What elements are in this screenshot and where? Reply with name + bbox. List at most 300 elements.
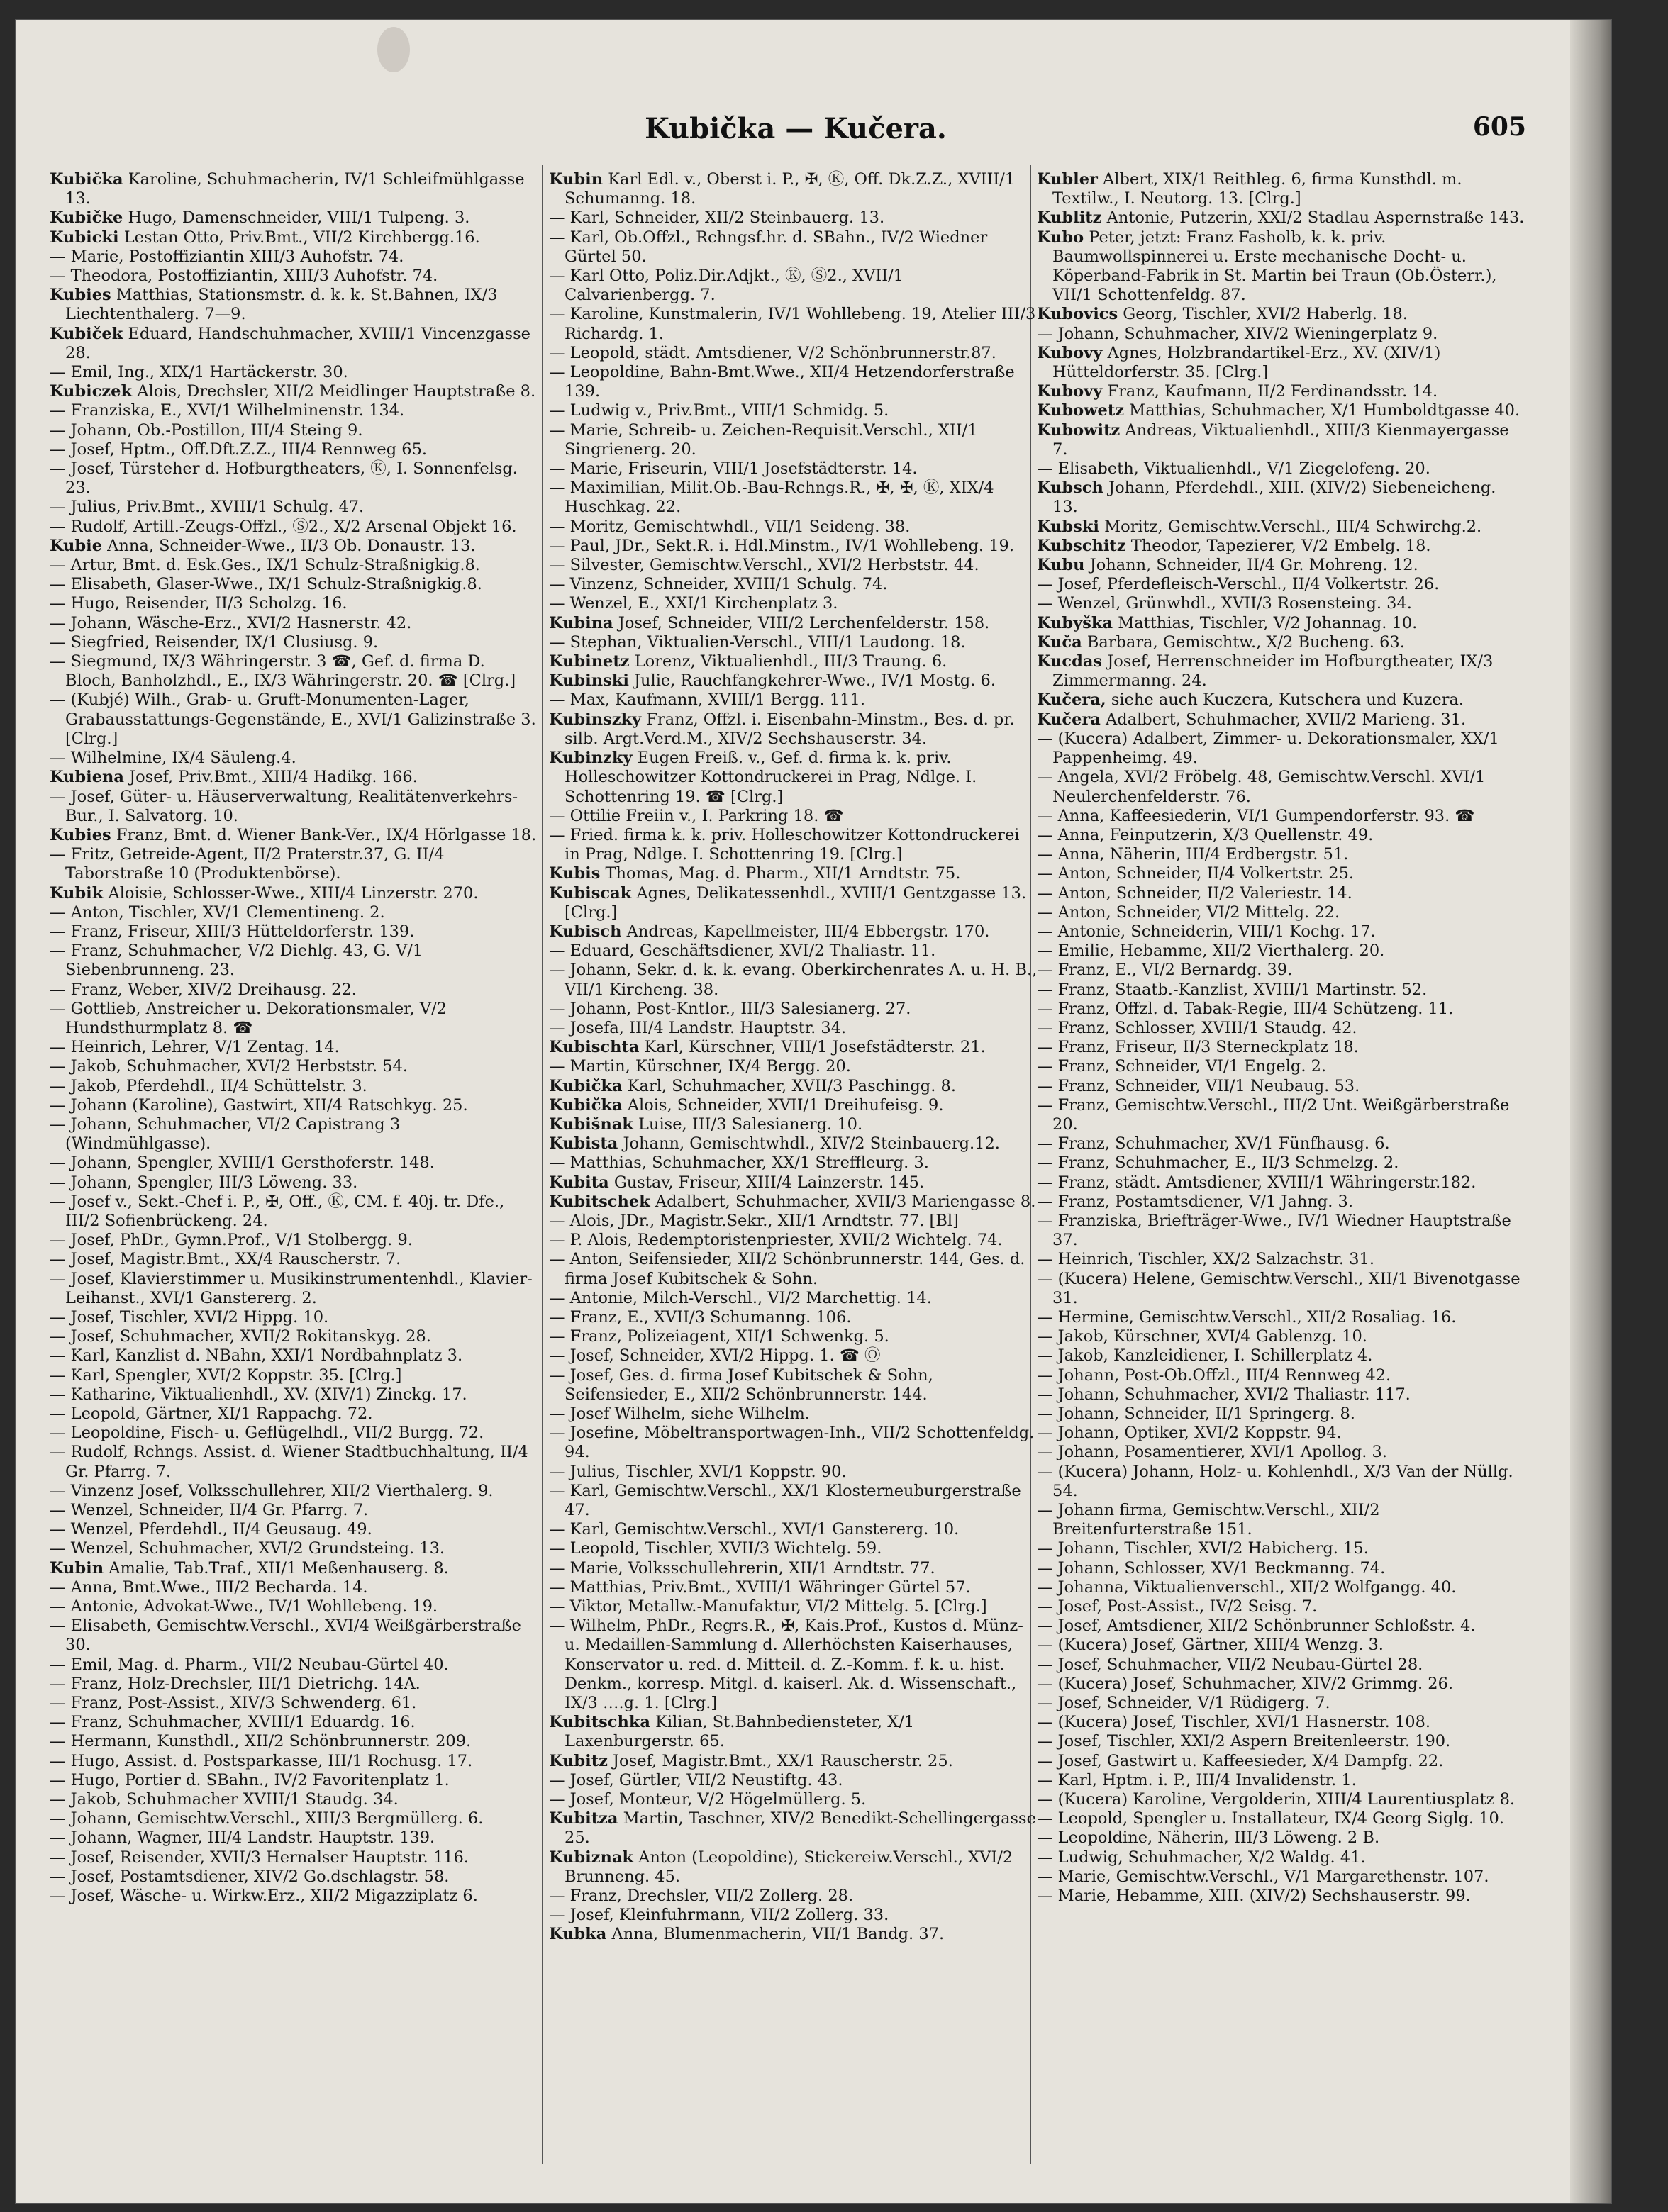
entry-details: — Josef, Monteur, V/2 Högelmüllerg. 5. [549, 1790, 867, 1809]
directory-entry [549, 1520, 1038, 1539]
directory-entry [50, 575, 539, 594]
entry-details: — Johann, Posamentierer, XVI/1 Apollog. 3. [1037, 1443, 1388, 1462]
entry-details: — Josef, Tischler, XXI/2 Aspern Breitenleerstr. 190. [1037, 1732, 1451, 1751]
entry-details: — Karl, Spengler, XVI/2 Koppstr. 35. [Clrg.] [50, 1365, 402, 1385]
directory-entry [50, 498, 539, 517]
entry-details: — Johann, Ob.-Postillon, III/4 Steing 9. [50, 420, 363, 440]
directory-entry [50, 267, 539, 286]
entry-details: — Karl, Kanzlist d. NBahn, XXI/1 Nordbahnplatz 3. [50, 1346, 463, 1365]
directory-entry [1037, 1038, 1526, 1057]
directory-entry [50, 594, 539, 613]
directory-entry [50, 1308, 539, 1327]
directory-entry [50, 1887, 539, 1906]
entry-details: — Antonie, Advokat-Wwe., IV/1 Wohllebeng. 19. [50, 1597, 438, 1616]
directory-entry [1037, 170, 1526, 208]
entry-details: — Wenzel, Grünwhdl., XVII/3 Rosensteing. 34. [1037, 594, 1412, 613]
directory-entry [1037, 1346, 1526, 1365]
entry-details: — Franz, Offzl. d. Tabak-Regie, III/4 Schützeng. 11. [1037, 999, 1454, 1018]
entry-details: — Leopoldine, Fisch- u. Geflügelhdl., VII/2 Burgg. 72. [50, 1424, 484, 1443]
directory-entry [50, 749, 539, 768]
entry-details: — Franz, E., XVII/3 Schumanng. 106. [549, 1307, 852, 1326]
entry-details: — Marie, Schreib- u. Zeichen-Requisit.Verschl., XII/1 Singrienerg. 20. [549, 420, 978, 459]
directory-entry [1037, 1270, 1526, 1308]
directory-entry [549, 575, 1038, 594]
directory-entry [50, 1848, 539, 1867]
entry-details: Josef, Magistr.Bmt., XX/1 Rauscherstr. 25. [607, 1751, 953, 1770]
entry-details: — Marie, Hebamme, XIII. (XIV/2) Sechshauserstr. 99. [1037, 1887, 1471, 1906]
entry-details: — (Kucera) Josef, Gärtner, XIII/4 Wenzg. 3. [1037, 1636, 1384, 1655]
entry-details: Martin, Taschner, XIV/2 Benedikt-Schellingergasse 25. [565, 1809, 1036, 1848]
directory-entry [50, 363, 539, 382]
directory-entry [1037, 1057, 1526, 1076]
entry-details: — Katharine, Viktualienhdl., XV. (XIV/1) Zinckg. 17. [50, 1385, 467, 1404]
entry-details: — P. Alois, Redemptoristenpriester, XVII/2 Wichtelg. 74. [549, 1231, 1003, 1250]
entry-details: Lorenz, Viktualienhdl., III/3 Traung. 6. [629, 652, 947, 671]
entry-details: — Jakob, Pferdehdl., II/4 Schüttelstr. 3. [50, 1076, 367, 1095]
directory-entry [50, 1096, 539, 1115]
directory-entry [50, 903, 539, 922]
directory-entry [1037, 1443, 1526, 1462]
entry-details: — Emilie, Hebamme, XII/2 Vierthalerg. 20. [1037, 942, 1385, 961]
directory-entry [50, 1424, 539, 1443]
directory-entry [549, 1212, 1038, 1231]
directory-entry [1037, 1366, 1526, 1385]
directory-entry [549, 208, 1038, 228]
entry-details: — Josef, Post-Assist., IV/2 Seisg. 7. [1037, 1597, 1318, 1616]
directory-entry [50, 788, 539, 826]
entry-details: — Hugo, Assist. d. Postsparkasse, III/1 Rochusg. 17. [50, 1751, 473, 1770]
entry-details: — Josef, Magistr.Bmt., XX/4 Rauscherstr. 7. [50, 1250, 401, 1269]
directory-entry [50, 1616, 539, 1655]
entry-details: — Franz, Schuhmacher, XVIII/1 Eduardg. 16. [50, 1713, 416, 1732]
entry-details: — Rudolf, Rchngs. Assist. d. Wiener Stadtbuchhaltung, II/4 Gr. Pfarrg. 7. [50, 1443, 528, 1481]
directory-entry [50, 1346, 539, 1365]
entry-details: — Karl, Schneider, XII/2 Steinbauerg. 13. [549, 208, 885, 228]
entry-details: — (Kucera) Johann, Holz- u. Kohlenhdl., X/3 Van der Nüllg. 54. [1037, 1462, 1513, 1500]
entry-surname: Kubiscak [549, 883, 632, 903]
directory-entry [1037, 1790, 1526, 1809]
directory-entry [549, 1790, 1038, 1809]
entry-surname: Kubovics [1037, 305, 1118, 324]
entry-details: — Viktor, Metallw.-Manufaktur, VI/2 Mittelg. 5. [Clrg.] [549, 1597, 987, 1616]
directory-entry [50, 1231, 539, 1250]
directory-entry [50, 1675, 539, 1694]
directory-entry [549, 652, 1038, 671]
directory-entry [50, 1192, 539, 1231]
entry-details: — Franz, Drechsler, VII/2 Zollerg. 28. [549, 1887, 854, 1906]
entry-details: — Johann, Post-Ob.Offzl., III/4 Rennweg 42. [1037, 1365, 1391, 1385]
entry-details: Anna, Schneider-Wwe., II/3 Ob. Donaustr. 13. [102, 536, 476, 555]
directory-entry [549, 1346, 1038, 1365]
entry-surname: Kublitz [1037, 208, 1102, 228]
entry-details: Andreas, Kapellmeister, III/4 Ebbergstr. 170. [621, 922, 990, 941]
directory-entry [549, 922, 1038, 942]
directory-entry [50, 981, 539, 1000]
entry-details: — Anton, Seifensieder, XII/2 Schönbrunnerstr. 144, Ges. d. ﬁrma Josef Kubitschek & Sohn. [549, 1250, 1025, 1288]
directory-entry [50, 691, 539, 749]
directory-entry [50, 1404, 539, 1424]
entry-details: — (Kubjé) Wilh., Grab- u. Gruft-Monumenten-Lager, Grabausstattungs-Gegenstände, E., XVI/1 Galizinstraße 3. [Clrg.] [50, 691, 536, 748]
directory-entry [50, 228, 539, 247]
entry-details: — Marie, Postoffiziantin XIII/3 Auhofstr. 74. [50, 247, 404, 266]
directory-entry [1037, 1732, 1526, 1751]
directory-entry [549, 710, 1038, 749]
entry-details: — Heinrich, Lehrer, V/1 Zentag. 14. [50, 1038, 340, 1057]
directory-entry [50, 1366, 539, 1385]
entry-details: Karl Edl. v., Oberst i. P., ✠, Ⓚ, Off. Dk.Z.Z., XVIII/1 Schumanng. 18. [565, 170, 1016, 208]
directory-entry [50, 1057, 539, 1076]
entry-details: — Josef, Reisender, XVII/3 Hernalser Hauptstr. 116. [50, 1848, 469, 1867]
directory-entry [50, 1771, 539, 1790]
directory-entry [50, 614, 539, 633]
entry-details: — Stephan, Viktualien-Verschl., VIII/1 Laudong. 18. [549, 632, 966, 652]
directory-entry [549, 1539, 1038, 1558]
entry-details: — (Kucera) Karoline, Vergolderin, XIII/4 Laurentiusplatz 8. [1037, 1790, 1516, 1809]
entry-details: — Karl Otto, Poliz.Dir.Adjkt., Ⓚ, Ⓢ2., XVII/1 Calvarienbergg. 7. [549, 267, 903, 305]
entry-details: — Franz, Friseur, II/3 Sterneckplatz 18. [1037, 1038, 1359, 1057]
entry-details: — Julius, Tischler, XVI/1 Koppstr. 90. [549, 1462, 847, 1481]
entry-details: — Josef, Hptm., Off.Dft.Z.Z., III/4 Rennweg 65. [50, 440, 428, 459]
directory-entry [50, 1694, 539, 1713]
entry-details: — Anton, Schneider, VI/2 Mittelg. 22. [1037, 903, 1340, 922]
entry-surname: Kubitz [549, 1751, 608, 1770]
directory-page [16, 20, 1611, 2203]
entry-details: — Franz, Post-Assist., XIV/3 Schwenderg. 61. [50, 1694, 417, 1713]
directory-entry [549, 1250, 1038, 1288]
directory-entry [549, 1366, 1038, 1404]
directory-entry [549, 363, 1038, 401]
directory-entry [50, 884, 539, 903]
directory-entry [1037, 1134, 1526, 1154]
directory-entry [50, 325, 539, 363]
directory-entry [1037, 981, 1526, 1000]
entry-details: — Anton, Schneider, II/2 Valeriestr. 14. [1037, 883, 1352, 903]
directory-entry [1037, 1713, 1526, 1732]
entry-details: — Johann, Optiker, XVI/2 Koppstr. 94. [1037, 1424, 1342, 1443]
entry-details: — Johann (Karoline), Gastwirt, XII/4 Ratschkyg. 25. [50, 1095, 468, 1115]
directory-entry [549, 1173, 1038, 1192]
directory-entry [50, 1597, 539, 1616]
directory-entry [549, 1616, 1038, 1713]
entry-details: Anton (Leopoldine), Stickereiw.Verschl., XVI/2 Brunneng. 45. [565, 1848, 1013, 1886]
directory-entry [1037, 594, 1526, 613]
directory-entry [50, 440, 539, 459]
entry-details: — Josef, Klavierstimmer u. Musikinstrumentenhdl., Klavier-Leihanst., XVI/1 Ganstererg. 2. [50, 1269, 533, 1307]
directory-entry [549, 556, 1038, 575]
directory-entry [549, 1463, 1038, 1482]
directory-entry [549, 1752, 1038, 1771]
entry-details: — Martin, Kürschner, IX/4 Bergg. 20. [549, 1057, 851, 1076]
directory-entry [1037, 325, 1526, 344]
directory-entry [549, 1134, 1038, 1154]
entry-details: — Johann, Tischler, XVI/2 Habicherg. 15. [1037, 1539, 1369, 1558]
entry-details: — Franz, Weber, XIV/2 Dreihausg. 22. [50, 980, 357, 999]
directory-entry [549, 479, 1038, 517]
entry-surname: Kubička [549, 1076, 623, 1095]
entry-details: — Josefine, Möbeltransportwagen-Inh., VII/2 Schottenfeldg. 94. [549, 1424, 1035, 1462]
directory-entry [1037, 1752, 1526, 1771]
directory-entry [549, 1019, 1038, 1038]
entry-details: — Siegmund, IX/3 Währingerstr. 3 ☎, Gef. d. ﬁrma D. Bloch, Banholzhdl., E., IX/3 Währingerstr. 20. ☎ [Clrg.] [50, 652, 516, 691]
entry-details: — Fried. ﬁrma k. k. priv. Holleschowitzer Kottondruckerei in Prag, Ndlge. I. Schottenring 19. [Clrg.] [549, 825, 1020, 864]
entry-details: — Johann, Wagner, III/4 Landstr. Hauptstr. 139. [50, 1828, 435, 1848]
directory-entry [549, 421, 1038, 459]
entry-details: — Josef, Gürtler, VII/2 Neustiftg. 43. [549, 1770, 843, 1789]
directory-entry [50, 1250, 539, 1269]
entry-details: — Ottilie Freiin v., I. Parkring 18. ☎ [549, 806, 844, 825]
directory-entry [50, 170, 539, 208]
directory-entry [549, 1906, 1038, 1925]
directory-entry [1037, 633, 1526, 652]
directory-entry [1037, 1463, 1526, 1501]
directory-entry [1037, 228, 1526, 306]
entry-details: Johann, Schneider, II/4 Gr. Mohreng. 12. [1084, 556, 1418, 575]
entry-details: — (Kucera) Josef, Tischler, XVI/1 Hasnerstr. 108. [1037, 1713, 1431, 1732]
directory-entry [50, 1327, 539, 1346]
entry-details: Alois, Schneider, XVII/1 Dreihufeisg. 9. [622, 1095, 944, 1115]
entry-details: — Jakob, Kanzleidiener, I. Schillerplatz 4. [1037, 1346, 1373, 1365]
entry-details: — Hermine, Gemischtw.Verschl., XII/2 Rosaliag. 16. [1037, 1307, 1457, 1326]
directory-entry [549, 1809, 1038, 1848]
entry-details: — Vinzenz Josef, Volksschullehrer, XII/2 Vierthalerg. 9. [50, 1481, 494, 1500]
entry-surname: Kubita [549, 1173, 609, 1192]
entry-details: — Karl, Gemischtw.Verschl., XVI/1 Ganstererg. 10. [549, 1520, 960, 1539]
entry-details: — Karl, Ob.Offzl., Rchngsf.hr. d. SBahn., IV/2 Wiedner Gürtel 50. [549, 228, 988, 266]
entry-surname: Kubitschka [549, 1713, 650, 1732]
entry-details: Agnes, Delikatessenhdl., XVIII/1 Gentzgasse 13. [Clrg.] [565, 883, 1027, 922]
column-3 [1037, 170, 1526, 1906]
entry-details: — Antonie, Milch-Verschl., VI/2 Marchettig. 14. [549, 1288, 932, 1307]
entry-details: — Josef, Gastwirt u. Kaffeesieder, X/4 Dampfg. 22. [1037, 1751, 1444, 1770]
entry-details: — Franz, Polizeiagent, XII/1 Schwenkg. 5. [549, 1327, 889, 1346]
directory-entry [1037, 1250, 1526, 1269]
entry-details: — Josef, Türsteher d. Hofburgtheaters, Ⓚ, I. Sonnenfelsg. 23. [50, 459, 518, 498]
entry-details: Anna, Blumenmacherin, VII/1 Bandg. 37. [606, 1925, 945, 1944]
entry-details: — Josef, Postamtsdiener, XIV/2 Go.dschlagstr. 58. [50, 1867, 450, 1886]
directory-entry [549, 267, 1038, 305]
directory-entry [549, 1597, 1038, 1616]
entry-surname: Kubinszky [549, 710, 642, 729]
entry-details: — Josef v., Sekt.-Chef i. P., ✠, Off., Ⓚ, CM. f. 40j. tr. Dfe., III/2 Sofienbrückeng. 24. [50, 1192, 505, 1230]
entry-details: — Franz, Postamtsdiener, V/1 Jahng. 3. [1037, 1192, 1353, 1211]
entry-details: — Franz, Schneider, VII/1 Neubaug. 53. [1037, 1076, 1360, 1095]
directory-entry [549, 228, 1038, 267]
page-header [16, 112, 1576, 155]
column-2 [549, 170, 1038, 1945]
entry-surname: Kubler [1037, 170, 1098, 189]
directory-entry [549, 1713, 1038, 1751]
entry-details: — (Kucera) Adalbert, Zimmer- u. Dekorationsmaler, XX/1 Pappenheimg. 49. [1037, 729, 1499, 768]
directory-entry [549, 1154, 1038, 1173]
directory-entry [1037, 1096, 1526, 1134]
entry-details: — Franz, Schlosser, XVIII/1 Staudg. 42. [1037, 1018, 1357, 1037]
entry-details: — Leopoldine, Näherin, III/3 Löweng. 2 B. [1037, 1828, 1380, 1848]
directory-entry [549, 537, 1038, 556]
directory-entry [50, 1559, 539, 1578]
directory-entry [50, 537, 539, 556]
entry-details: — Franz, Schuhmacher, XV/1 Fünfhausg. 6. [1037, 1134, 1390, 1154]
directory-entry [549, 1077, 1038, 1096]
directory-entry [1037, 1539, 1526, 1558]
entry-surname: Kubitschek [549, 1192, 650, 1211]
directory-entry [549, 1308, 1038, 1327]
entry-details: — Josef, Güter- u. Häuserverwaltung, Realitätenverkehrs-Bur., I. Salvatorg. 10. [50, 787, 518, 825]
directory-entry [50, 1752, 539, 1771]
directory-entry [1037, 1308, 1526, 1327]
entry-details: — Josef, Schuhmacher, VII/2 Neubau-Gürtel 28. [1037, 1655, 1423, 1674]
directory-entry [1037, 768, 1526, 806]
directory-entry [1037, 710, 1526, 730]
entry-details: Hugo, Damenschneider, VIII/1 Tulpeng. 3. [123, 208, 470, 228]
entry-details: — Wenzel, Schuhmacher, XVI/2 Grundsteing. 13. [50, 1539, 445, 1558]
entry-surname: Kubinzky [549, 749, 633, 768]
directory-entry [1037, 459, 1526, 479]
directory-entry [1037, 1848, 1526, 1867]
directory-entry [549, 1289, 1038, 1308]
entry-details: — Marie, Gemischtw.Verschl., V/1 Margarethenstr. 107. [1037, 1867, 1489, 1886]
directory-entry [1037, 1694, 1526, 1713]
directory-entry [50, 1578, 539, 1597]
entry-details: — Josef, Tischler, XVI/2 Hippg. 10. [50, 1307, 329, 1326]
entry-details: — Franziska, Briefträger-Wwe., IV/1 Wiedner Hauptstraße 37. [1037, 1211, 1511, 1250]
directory-entry [1037, 1173, 1526, 1192]
directory-entry [549, 1578, 1038, 1597]
directory-entry [1037, 1809, 1526, 1828]
directory-entry [1037, 556, 1526, 575]
directory-entry [1037, 1771, 1526, 1790]
entry-details: — Franz, Gemischtw.Verschl., III/2 Unt. Weißgärberstraße 20. [1037, 1095, 1510, 1134]
directory-entry [549, 807, 1038, 826]
entry-details: — Alois, JDr., Magistr.Sekr., XII/1 Arndtstr. 77. [Bl] [549, 1211, 959, 1230]
entry-details: — Johann, Wäsche-Erz., XVI/2 Hasnerstr. 42. [50, 613, 412, 632]
entry-details: — Julius, Priv.Bmt., XVIII/1 Schulg. 47. [50, 498, 365, 517]
entry-surname: Kubschitz [1037, 536, 1126, 555]
directory-entry [50, 1867, 539, 1887]
directory-entry [50, 382, 539, 401]
entry-details: — Anton, Schneider, II/4 Volkertstr. 25. [1037, 864, 1355, 883]
entry-details: — Emil, Mag. d. Pharm., VII/2 Neubau-Gürtel 40. [50, 1655, 449, 1674]
entry-details: — Josef, Pferdefleisch-Verschl., II/4 Volkertstr. 26. [1037, 575, 1440, 594]
entry-surname: Kubies [50, 825, 111, 844]
entry-details: — Johann, Sekr. d. k. k. evang. Oberkirchenrates A. u. H. B., VII/1 Kircheng. 38. [549, 961, 1038, 999]
entry-details: — Josef, Schuhmacher, XVII/2 Rokitanskyg. 28. [50, 1327, 431, 1346]
entry-details: — Jakob, Schuhmacher XVIII/1 Staudg. 34. [50, 1790, 399, 1809]
directory-entry [1037, 344, 1526, 382]
directory-entry [1037, 1154, 1526, 1173]
directory-entry [1037, 1212, 1526, 1250]
directory-entry [549, 1771, 1038, 1790]
directory-entry [549, 1000, 1038, 1019]
directory-entry [50, 1790, 539, 1809]
entry-details: — Johann, Schuhmacher, VI/2 Capistrang 3 (Windmühlgasse). [50, 1115, 401, 1154]
directory-entry [549, 749, 1038, 807]
directory-entry [1037, 845, 1526, 864]
directory-entry [50, 826, 539, 845]
directory-entry [50, 459, 539, 498]
entry-details: — Hugo, Reisender, II/3 Scholzg. 16. [50, 594, 348, 613]
entry-details: Antonie, Putzerin, XXI/2 Stadlau Aspernstraße 143. [1101, 208, 1525, 228]
directory-entry [1037, 1655, 1526, 1675]
directory-entry [549, 942, 1038, 961]
entry-details: — Franz, Staatb.-Kanzlist, XVIII/1 Martinstr. 52. [1037, 980, 1428, 999]
directory-entry [1037, 575, 1526, 594]
entry-details: Adalbert, Schuhmacher, XVII/2 Marieng. 31. [1100, 710, 1467, 729]
entry-details: — Hermann, Kunsthdl., XII/2 Schönbrunnerstr. 209. [50, 1732, 472, 1751]
entry-surname: Kubie [50, 536, 103, 555]
entry-details: — Silvester, Gemischtw.Verschl., XVI/2 Herbststr. 44. [549, 556, 979, 575]
directory-entry [50, 1828, 539, 1848]
directory-entry [50, 768, 539, 787]
entry-details: — Fritz, Getreide-Agent, II/2 Praterstr.37, G. II/4 Taborstraße 10 (Produktenbörse). [50, 845, 445, 883]
directory-entry [549, 518, 1038, 537]
entry-surname: Kubsch [1037, 479, 1103, 498]
entry-details: Amalie, Tab.Traf., XII/1 Meßenhauserg. 8. [104, 1558, 449, 1577]
entry-details: — Jakob, Kürschner, XVI/4 Gablenzg. 10. [1037, 1327, 1367, 1346]
entry-surname: Kubina [549, 613, 613, 632]
entry-details: — Leopold, Gärtner, XI/1 Rappachg. 72. [50, 1404, 373, 1423]
directory-entry [1037, 1077, 1526, 1096]
entry-details: — Marie, Friseurin, VIII/1 Josefstädterstr. 14. [549, 459, 918, 479]
directory-entry [1037, 537, 1526, 556]
page-edge-shadow [1570, 20, 1611, 2203]
entry-details: Josef, Herrenschneider im Hofburgtheater, IX/3 Zimmermanng. 24. [1052, 652, 1494, 691]
directory-entry [549, 1192, 1038, 1212]
entry-details: — Johann, Schuhmacher, XIV/2 Wieningerplatz 9. [1037, 324, 1438, 343]
directory-entry [50, 652, 539, 691]
entry-details: Julie, Rauchfangkehrer-Wwe., IV/1 Mostg. 6. [628, 671, 996, 691]
entry-surname: Kubička [50, 170, 123, 189]
entry-surname: Kubu [1037, 556, 1085, 575]
entry-surname: Kučera [1037, 710, 1101, 729]
entry-surname: Kubiczek [50, 382, 133, 401]
entry-details: Peter, jetzt: Franz Fasholb, k. k. priv. Baumwollspinnerei u. Erste mechanische Docht- u. Köperband-Fabrik in St. Martin bei Traun (Ob.Österr.), VII/1 Schottenfeldg. 87. [1052, 228, 1497, 305]
entry-details: Gustav, Friseur, XIII/4 Lainzerstr. 145. [608, 1173, 925, 1192]
entry-details: — Leopoldine, Bahn-Bmt.Wwe., XII/4 Hetzendorferstraße 139. [549, 363, 1015, 401]
directory-entry [1037, 1424, 1526, 1443]
directory-entry [549, 1096, 1038, 1115]
directory-entry [1037, 1000, 1526, 1019]
directory-entry [50, 1539, 539, 1558]
entry-surname: Kubička [549, 1095, 623, 1115]
directory-entry [549, 1482, 1038, 1520]
directory-entry [50, 1482, 539, 1501]
entry-details: — Paul, JDr., Sekt.R. i. Hdl.Minstm., IV/1 Wohllebeng. 19. [549, 536, 1014, 555]
entry-details: Johann, Pferdehdl., XIII. (XIV/2) Siebeneicheng. 13. [1052, 479, 1496, 517]
directory-entry [50, 556, 539, 575]
entry-details: Thomas, Mag. d. Pharm., XII/1 Arndtstr. 75. [600, 864, 961, 883]
entry-details: — (Kucera) Josef, Schuhmacher, XIV/2 Grimmg. 26. [1037, 1674, 1454, 1693]
entry-details: — Jakob, Schuhmacher, XVI/2 Herbststr. 54. [50, 1057, 408, 1076]
entry-details: — Ludwig, Schuhmacher, X/2 Waldg. 41. [1037, 1848, 1366, 1867]
directory-entry [1037, 807, 1526, 826]
entry-details: — Wenzel, Pferdehdl., II/4 Geusaug. 49. [50, 1520, 372, 1539]
entry-details: — Leopold, städt. Amtsdiener, V/2 Schönbrunnerstr.87. [549, 343, 996, 362]
directory-entry [50, 1038, 539, 1057]
entry-details: Josef, Schneider, VIII/2 Lerchenfelderstr. 158. [613, 613, 990, 632]
directory-entry [50, 1154, 539, 1173]
entry-details: Agnes, Holzbrandartikel-Erz., XV. (XIV/1) Hütteldorferstr. 35. [Clrg.] [1052, 343, 1441, 382]
entry-surname: Kubiček [50, 324, 123, 343]
directory-entry [1037, 614, 1526, 633]
entry-surname: Kubowitz [1037, 420, 1121, 440]
entry-surname: Kubies [50, 286, 111, 305]
entry-details: — Franziska, E., XVI/1 Wilhelminenstr. 134. [50, 401, 405, 420]
entry-details: Karoline, Schuhmacherin, IV/1 Schleifmühlgasse 13. [65, 170, 525, 208]
directory-entry [50, 1385, 539, 1404]
directory-entry [50, 1655, 539, 1675]
directory-entry [1037, 1675, 1526, 1694]
directory-entry [549, 884, 1038, 922]
